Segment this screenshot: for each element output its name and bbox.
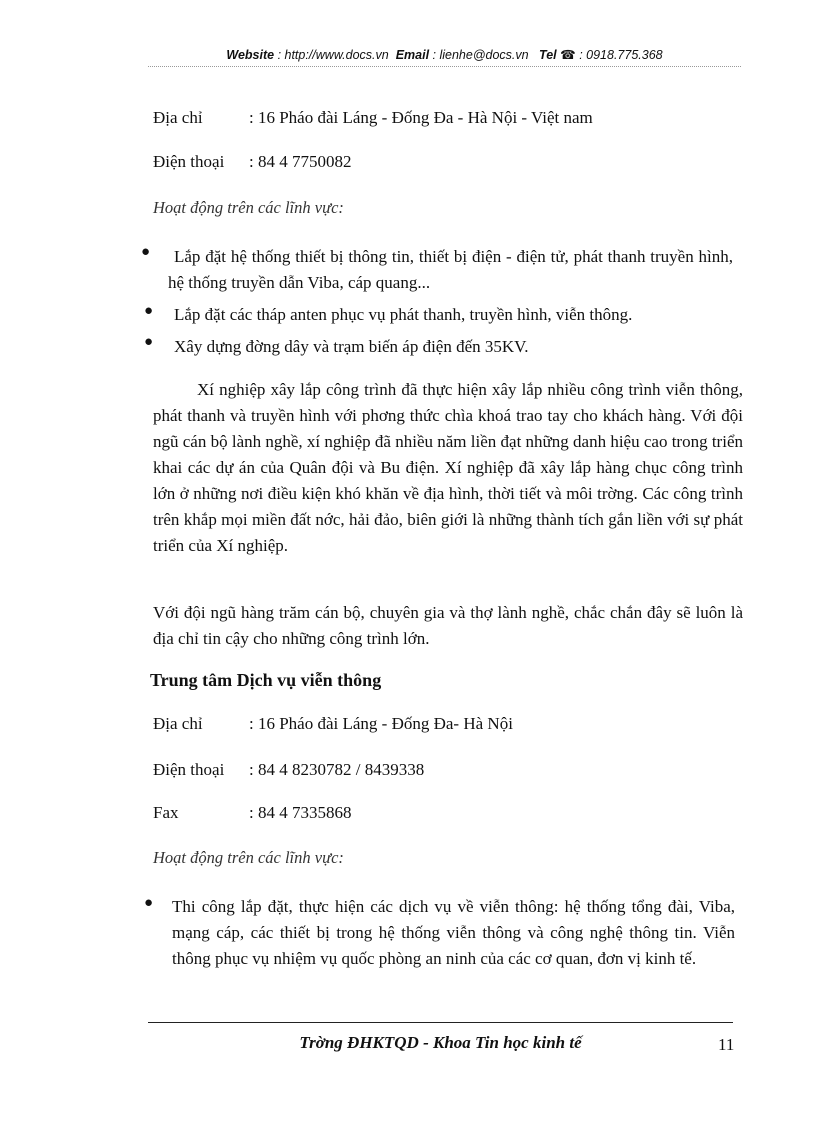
- phone-value: : 84 4 8230782 / 8439338: [249, 760, 425, 779]
- website-value: : http://www.docs.vn: [277, 48, 389, 62]
- phone-line: [153, 760, 424, 780]
- fax-label: Fax: [153, 803, 179, 822]
- bullet-icon: ●: [144, 895, 154, 911]
- bullet-icon: ●: [141, 244, 151, 260]
- footer-text: Trờng ĐHKTQD - Khoa Tin học kinh tế: [299, 1033, 582, 1052]
- bullet-icon: ●: [144, 303, 154, 319]
- list-item: Xây dựng đờng dây và trạm biến áp điện đến 35KV.: [174, 337, 529, 356]
- phone-label: Điện thoại: [153, 152, 225, 171]
- address-line: [153, 108, 593, 128]
- website-label: Website: [226, 48, 275, 62]
- fax-value: : 84 4 7335868: [249, 803, 352, 822]
- paragraph: Với đội ngũ hàng trăm cán bộ, chuyên gia và thợ lành nghề, chắc chắn đây sẽ luôn là địa chỉ tin cậy cho những công trình lớn.: [153, 603, 743, 648]
- paragraph: Xí nghiệp xây lắp công trình đã thực hiện xây lắp nhiều công trình viễn thông, phát thanh và truyền hình với phơng thức chìa khoá trao tay cho khách hàng. Với đội ngũ cán bộ lành nghề, xí nghiệp đã nhiều năm liền đạt những danh hiệu cao trong triển khai các dự án của Quân đội và Bu điện. Xí nghiệp đã xây lắp hàng chục công trình lớn ở những nơi điều kiện khó khăn về địa hình, thời tiết và môi trờng. Các công trình trên khắp mọi miền đất nớc, hải đảo, biên giới là những thành tích gắn liền với sự phát triển của Xí nghiệp.: [153, 380, 743, 555]
- header-divider: [148, 66, 741, 67]
- page-number: 11: [718, 1035, 735, 1054]
- email-label: Email: [395, 48, 430, 62]
- address-label: Địa chỉ: [153, 108, 203, 127]
- tel-value: : 0918.775.368: [579, 48, 663, 62]
- address-value: : 16 Pháo đài Láng - Đống Đa - Hà Nội - Việt nam: [249, 108, 593, 127]
- activities-heading: Hoạt động trên các lĩnh vực:: [153, 198, 344, 217]
- email-value: : lienhe@docs.vn: [432, 48, 529, 62]
- footer-divider: [148, 1022, 733, 1023]
- section-title: Trung tâm Dịch vụ viễn thông: [150, 670, 382, 690]
- address-value: : 16 Pháo đài Láng - Đống Đa- Hà Nội: [249, 714, 513, 733]
- bullet-icon: ●: [144, 334, 154, 350]
- list-item: Lắp đặt các tháp anten phục vụ phát thanh, truyền hình, viễn thông.: [174, 305, 633, 324]
- address-label: Địa chỉ: [153, 714, 203, 733]
- phone-value: : 84 4 7750082: [249, 152, 352, 171]
- tel-label: Tel: [539, 48, 557, 62]
- list-item: Thi công lắp đặt, thực hiện các dịch vụ về viễn thông: hệ thống tổng đài, Viba, mạng cáp, các thiết bị trong hệ thống viễn thông và công nghệ thông tin. Viễn thông phục vụ nhiệm vụ quốc phòng an ninh của các cơ quan, đơn vị kinh tế.: [172, 897, 735, 968]
- phone-icon: ☎: [560, 48, 576, 62]
- phone-line: [153, 152, 351, 172]
- page-header: [148, 47, 741, 62]
- phone-label: Điện thoại: [153, 760, 225, 779]
- fax-line: [153, 803, 351, 823]
- list-item: Lắp đặt hệ thống thiết bị thông tin, thiết bị điện - điện tử, phát thanh truyền hình, hệ thống truyền dẫn Viba, cáp quang...: [168, 247, 733, 292]
- address-line: [153, 714, 513, 734]
- activities-heading: Hoạt động trên các lĩnh vực:: [153, 848, 344, 867]
